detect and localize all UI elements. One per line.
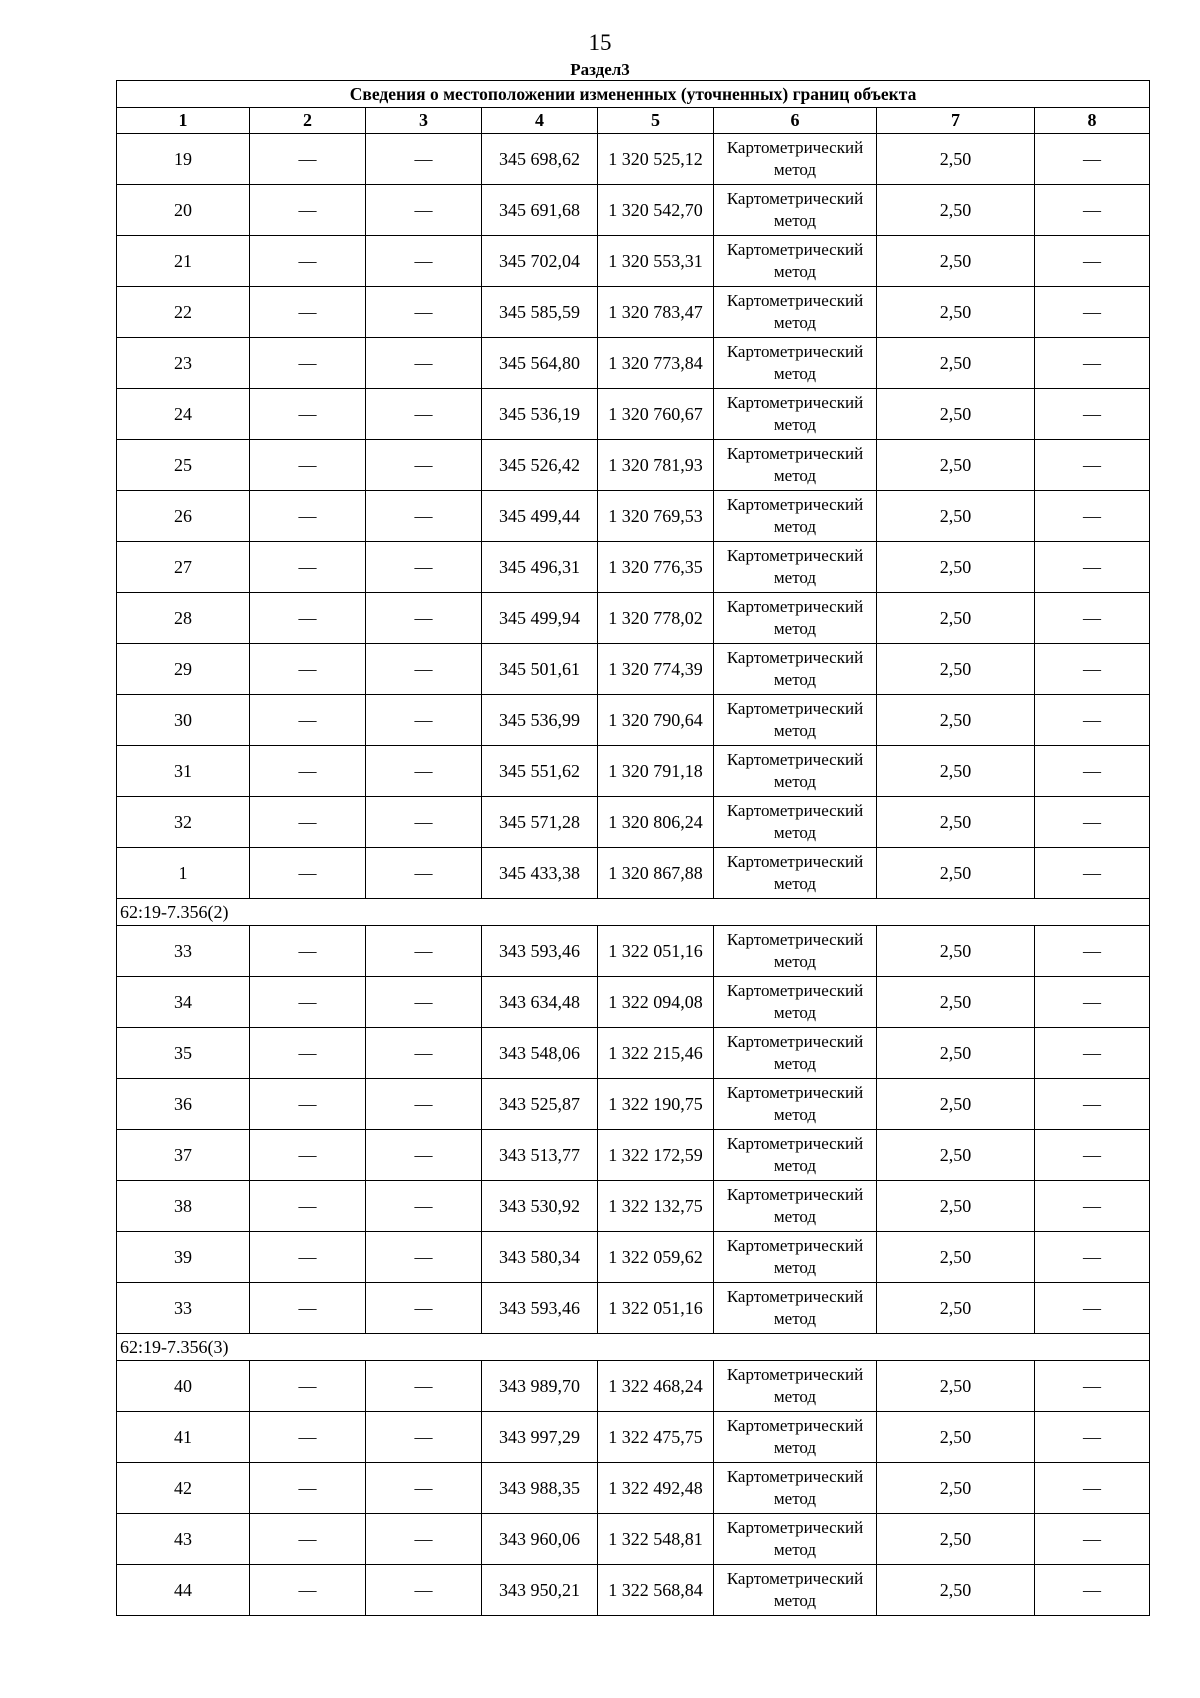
accuracy-cell: 2,50 bbox=[877, 1232, 1035, 1283]
y-coordinate-cell: 1 322 190,75 bbox=[598, 1079, 714, 1130]
dash-cell: — bbox=[1035, 389, 1150, 440]
point-number-cell: 35 bbox=[117, 1028, 250, 1079]
dash-cell: — bbox=[250, 1181, 366, 1232]
dash-cell: — bbox=[366, 797, 482, 848]
method-cell: Картометрический метод bbox=[714, 338, 877, 389]
y-coordinate-cell: 1 320 525,12 bbox=[598, 134, 714, 185]
dash-cell: — bbox=[1035, 134, 1150, 185]
method-cell: Картометрический метод bbox=[714, 1412, 877, 1463]
dash-cell: — bbox=[1035, 440, 1150, 491]
dash-cell: — bbox=[250, 593, 366, 644]
y-coordinate-cell: 1 320 781,93 bbox=[598, 440, 714, 491]
point-number-cell: 41 bbox=[117, 1412, 250, 1463]
dash-cell: — bbox=[366, 1463, 482, 1514]
accuracy-cell: 2,50 bbox=[877, 185, 1035, 236]
dash-cell: — bbox=[366, 926, 482, 977]
method-cell: Картометрический метод bbox=[714, 287, 877, 338]
accuracy-cell: 2,50 bbox=[877, 389, 1035, 440]
dash-cell: — bbox=[250, 746, 366, 797]
x-coordinate-cell: 345 698,62 bbox=[482, 134, 598, 185]
group-label: 62:19-7.356(3) bbox=[117, 1334, 1150, 1361]
dash-cell: — bbox=[250, 977, 366, 1028]
accuracy-cell: 2,50 bbox=[877, 338, 1035, 389]
point-number-cell: 29 bbox=[117, 644, 250, 695]
table-row bbox=[117, 926, 1150, 977]
accuracy-cell: 2,50 bbox=[877, 134, 1035, 185]
table-row bbox=[117, 491, 1150, 542]
table-body bbox=[117, 134, 1150, 1616]
table-row bbox=[117, 1514, 1150, 1565]
method-cell: Картометрический метод bbox=[714, 134, 877, 185]
table-row bbox=[117, 746, 1150, 797]
accuracy-cell: 2,50 bbox=[877, 1463, 1035, 1514]
dash-cell: — bbox=[366, 338, 482, 389]
dash-cell: — bbox=[1035, 185, 1150, 236]
x-coordinate-cell: 343 593,46 bbox=[482, 926, 598, 977]
point-number-cell: 40 bbox=[117, 1361, 250, 1412]
y-coordinate-cell: 1 320 769,53 bbox=[598, 491, 714, 542]
table-row bbox=[117, 287, 1150, 338]
method-cell: Картометрический метод bbox=[714, 1028, 877, 1079]
x-coordinate-cell: 343 634,48 bbox=[482, 977, 598, 1028]
y-coordinate-cell: 1 320 783,47 bbox=[598, 287, 714, 338]
table-row bbox=[117, 1079, 1150, 1130]
x-coordinate-cell: 345 585,59 bbox=[482, 287, 598, 338]
y-coordinate-cell: 1 320 760,67 bbox=[598, 389, 714, 440]
y-coordinate-cell: 1 320 790,64 bbox=[598, 695, 714, 746]
accuracy-cell: 2,50 bbox=[877, 440, 1035, 491]
y-coordinate-cell: 1 320 778,02 bbox=[598, 593, 714, 644]
dash-cell: — bbox=[250, 1079, 366, 1130]
method-cell: Картометрический метод bbox=[714, 1181, 877, 1232]
x-coordinate-cell: 345 499,94 bbox=[482, 593, 598, 644]
dash-cell: — bbox=[1035, 1514, 1150, 1565]
dash-cell: — bbox=[250, 644, 366, 695]
dash-cell: — bbox=[250, 1565, 366, 1616]
table-row bbox=[117, 1412, 1150, 1463]
method-cell: Картометрический метод bbox=[714, 1514, 877, 1565]
coordinates-table bbox=[116, 80, 1150, 1616]
point-number-cell: 38 bbox=[117, 1181, 250, 1232]
x-coordinate-cell: 343 525,87 bbox=[482, 1079, 598, 1130]
dash-cell: — bbox=[250, 338, 366, 389]
accuracy-cell: 2,50 bbox=[877, 1130, 1035, 1181]
y-coordinate-cell: 1 322 132,75 bbox=[598, 1181, 714, 1232]
column-number: 4 bbox=[482, 108, 598, 134]
dash-cell: — bbox=[250, 848, 366, 899]
dash-cell: — bbox=[250, 797, 366, 848]
x-coordinate-cell: 343 548,06 bbox=[482, 1028, 598, 1079]
dash-cell: — bbox=[250, 236, 366, 287]
dash-cell: — bbox=[1035, 1463, 1150, 1514]
table-row bbox=[117, 695, 1150, 746]
column-number: 1 bbox=[117, 108, 250, 134]
dash-cell: — bbox=[366, 1361, 482, 1412]
table-row bbox=[117, 1181, 1150, 1232]
dash-cell: — bbox=[1035, 977, 1150, 1028]
x-coordinate-cell: 343 530,92 bbox=[482, 1181, 598, 1232]
dash-cell: — bbox=[1035, 926, 1150, 977]
method-cell: Картометрический метод bbox=[714, 977, 877, 1028]
dash-cell: — bbox=[366, 1130, 482, 1181]
dash-cell: — bbox=[250, 185, 366, 236]
dash-cell: — bbox=[366, 491, 482, 542]
table-row bbox=[117, 440, 1150, 491]
method-cell: Картометрический метод bbox=[714, 797, 877, 848]
method-cell: Картометрический метод bbox=[714, 389, 877, 440]
method-cell: Картометрический метод bbox=[714, 542, 877, 593]
y-coordinate-cell: 1 322 475,75 bbox=[598, 1412, 714, 1463]
y-coordinate-cell: 1 322 492,48 bbox=[598, 1463, 714, 1514]
dash-cell: — bbox=[250, 1283, 366, 1334]
dash-cell: — bbox=[250, 695, 366, 746]
x-coordinate-cell: 343 997,29 bbox=[482, 1412, 598, 1463]
dash-cell: — bbox=[250, 1130, 366, 1181]
dash-cell: — bbox=[1035, 746, 1150, 797]
point-number-cell: 37 bbox=[117, 1130, 250, 1181]
dash-cell: — bbox=[366, 977, 482, 1028]
table-row bbox=[117, 236, 1150, 287]
x-coordinate-cell: 345 501,61 bbox=[482, 644, 598, 695]
x-coordinate-cell: 343 513,77 bbox=[482, 1130, 598, 1181]
table-row bbox=[117, 797, 1150, 848]
point-number-cell: 31 bbox=[117, 746, 250, 797]
x-coordinate-cell: 343 989,70 bbox=[482, 1361, 598, 1412]
method-cell: Картометрический метод bbox=[714, 1565, 877, 1616]
dash-cell: — bbox=[1035, 848, 1150, 899]
table-row bbox=[117, 1283, 1150, 1334]
y-coordinate-cell: 1 322 059,62 bbox=[598, 1232, 714, 1283]
x-coordinate-cell: 343 960,06 bbox=[482, 1514, 598, 1565]
dash-cell: — bbox=[366, 134, 482, 185]
point-number-cell: 21 bbox=[117, 236, 250, 287]
x-coordinate-cell: 345 702,04 bbox=[482, 236, 598, 287]
page-number: 15 bbox=[588, 30, 612, 55]
column-number: 8 bbox=[1035, 108, 1150, 134]
method-cell: Картометрический метод bbox=[714, 926, 877, 977]
method-cell: Картометрический метод bbox=[714, 695, 877, 746]
column-number: 6 bbox=[714, 108, 877, 134]
x-coordinate-cell: 345 526,42 bbox=[482, 440, 598, 491]
method-cell: Картометрический метод bbox=[714, 1463, 877, 1514]
dash-cell: — bbox=[250, 491, 366, 542]
accuracy-cell: 2,50 bbox=[877, 1028, 1035, 1079]
y-coordinate-cell: 1 320 542,70 bbox=[598, 185, 714, 236]
dash-cell: — bbox=[250, 1232, 366, 1283]
column-number: 3 bbox=[366, 108, 482, 134]
point-number-cell: 33 bbox=[117, 1283, 250, 1334]
accuracy-cell: 2,50 bbox=[877, 1283, 1035, 1334]
group-header-row bbox=[117, 1334, 1150, 1361]
table-row bbox=[117, 1130, 1150, 1181]
point-number-cell: 43 bbox=[117, 1514, 250, 1565]
dash-cell: — bbox=[1035, 1565, 1150, 1616]
x-coordinate-cell: 343 593,46 bbox=[482, 1283, 598, 1334]
table-title: Сведения о местоположении измененных (уточненных) границ объекта bbox=[117, 81, 1150, 108]
table-row bbox=[117, 389, 1150, 440]
dash-cell: — bbox=[1035, 1361, 1150, 1412]
point-number-cell: 34 bbox=[117, 977, 250, 1028]
dash-cell: — bbox=[1035, 1283, 1150, 1334]
dash-cell: — bbox=[1035, 287, 1150, 338]
dash-cell: — bbox=[366, 185, 482, 236]
y-coordinate-cell: 1 320 806,24 bbox=[598, 797, 714, 848]
table-row bbox=[117, 848, 1150, 899]
point-number-cell: 33 bbox=[117, 926, 250, 977]
y-coordinate-cell: 1 322 215,46 bbox=[598, 1028, 714, 1079]
x-coordinate-cell: 343 988,35 bbox=[482, 1463, 598, 1514]
accuracy-cell: 2,50 bbox=[877, 542, 1035, 593]
dash-cell: — bbox=[366, 1181, 482, 1232]
x-coordinate-cell: 345 564,80 bbox=[482, 338, 598, 389]
y-coordinate-cell: 1 320 774,39 bbox=[598, 644, 714, 695]
method-cell: Картометрический метод bbox=[714, 746, 877, 797]
x-coordinate-cell: 345 433,38 bbox=[482, 848, 598, 899]
accuracy-cell: 2,50 bbox=[877, 1361, 1035, 1412]
point-number-cell: 44 bbox=[117, 1565, 250, 1616]
point-number-cell: 32 bbox=[117, 797, 250, 848]
dash-cell: — bbox=[1035, 593, 1150, 644]
x-coordinate-cell: 345 691,68 bbox=[482, 185, 598, 236]
dash-cell: — bbox=[250, 134, 366, 185]
column-number: 2 bbox=[250, 108, 366, 134]
point-number-cell: 27 bbox=[117, 542, 250, 593]
dash-cell: — bbox=[1035, 644, 1150, 695]
accuracy-cell: 2,50 bbox=[877, 1079, 1035, 1130]
accuracy-cell: 2,50 bbox=[877, 1181, 1035, 1232]
point-number-cell: 24 bbox=[117, 389, 250, 440]
point-number-cell: 36 bbox=[117, 1079, 250, 1130]
dash-cell: — bbox=[250, 1028, 366, 1079]
dash-cell: — bbox=[250, 542, 366, 593]
y-coordinate-cell: 1 322 094,08 bbox=[598, 977, 714, 1028]
table-row bbox=[117, 593, 1150, 644]
x-coordinate-cell: 345 551,62 bbox=[482, 746, 598, 797]
point-number-cell: 1 bbox=[117, 848, 250, 899]
method-cell: Картометрический метод bbox=[714, 644, 877, 695]
dash-cell: — bbox=[366, 287, 482, 338]
table-row bbox=[117, 1361, 1150, 1412]
column-number: 5 bbox=[598, 108, 714, 134]
dash-cell: — bbox=[366, 746, 482, 797]
dash-cell: — bbox=[1035, 542, 1150, 593]
table-row bbox=[117, 1463, 1150, 1514]
dash-cell: — bbox=[250, 287, 366, 338]
dash-cell: — bbox=[1035, 1130, 1150, 1181]
y-coordinate-cell: 1 320 867,88 bbox=[598, 848, 714, 899]
y-coordinate-cell: 1 322 051,16 bbox=[598, 926, 714, 977]
method-cell: Картометрический метод bbox=[714, 236, 877, 287]
y-coordinate-cell: 1 320 773,84 bbox=[598, 338, 714, 389]
point-number-cell: 39 bbox=[117, 1232, 250, 1283]
method-cell: Картометрический метод bbox=[714, 185, 877, 236]
table-row bbox=[117, 977, 1150, 1028]
dash-cell: — bbox=[366, 236, 482, 287]
accuracy-cell: 2,50 bbox=[877, 746, 1035, 797]
method-cell: Картометрический метод bbox=[714, 1361, 877, 1412]
accuracy-cell: 2,50 bbox=[877, 977, 1035, 1028]
method-cell: Картометрический метод bbox=[714, 593, 877, 644]
y-coordinate-cell: 1 322 468,24 bbox=[598, 1361, 714, 1412]
dash-cell: — bbox=[366, 440, 482, 491]
point-number-cell: 23 bbox=[117, 338, 250, 389]
column-number-row bbox=[117, 108, 1150, 134]
accuracy-cell: 2,50 bbox=[877, 848, 1035, 899]
method-cell: Картометрический метод bbox=[714, 491, 877, 542]
dash-cell: — bbox=[250, 1361, 366, 1412]
accuracy-cell: 2,50 bbox=[877, 593, 1035, 644]
dash-cell: — bbox=[250, 440, 366, 491]
column-number: 7 bbox=[877, 108, 1035, 134]
table-row bbox=[117, 644, 1150, 695]
dash-cell: — bbox=[366, 389, 482, 440]
y-coordinate-cell: 1 320 776,35 bbox=[598, 542, 714, 593]
accuracy-cell: 2,50 bbox=[877, 644, 1035, 695]
table-row bbox=[117, 338, 1150, 389]
accuracy-cell: 2,50 bbox=[877, 797, 1035, 848]
accuracy-cell: 2,50 bbox=[877, 695, 1035, 746]
group-label: 62:19-7.356(2) bbox=[117, 899, 1150, 926]
accuracy-cell: 2,50 bbox=[877, 491, 1035, 542]
y-coordinate-cell: 1 322 568,84 bbox=[598, 1565, 714, 1616]
dash-cell: — bbox=[1035, 236, 1150, 287]
dash-cell: — bbox=[366, 542, 482, 593]
accuracy-cell: 2,50 bbox=[877, 287, 1035, 338]
y-coordinate-cell: 1 322 051,16 bbox=[598, 1283, 714, 1334]
dash-cell: — bbox=[366, 1079, 482, 1130]
dash-cell: — bbox=[366, 1565, 482, 1616]
x-coordinate-cell: 345 571,28 bbox=[482, 797, 598, 848]
dash-cell: — bbox=[250, 926, 366, 977]
dash-cell: — bbox=[250, 389, 366, 440]
table-row bbox=[117, 1565, 1150, 1616]
y-coordinate-cell: 1 320 553,31 bbox=[598, 236, 714, 287]
dash-cell: — bbox=[366, 1283, 482, 1334]
point-number-cell: 30 bbox=[117, 695, 250, 746]
dash-cell: — bbox=[366, 1514, 482, 1565]
dash-cell: — bbox=[1035, 695, 1150, 746]
dash-cell: — bbox=[1035, 1232, 1150, 1283]
dash-cell: — bbox=[366, 1028, 482, 1079]
dash-cell: — bbox=[366, 644, 482, 695]
y-coordinate-cell: 1 322 172,59 bbox=[598, 1130, 714, 1181]
table-row bbox=[117, 1028, 1150, 1079]
table-row bbox=[117, 134, 1150, 185]
dash-cell: — bbox=[1035, 338, 1150, 389]
method-cell: Картометрический метод bbox=[714, 440, 877, 491]
accuracy-cell: 2,50 bbox=[877, 1412, 1035, 1463]
method-cell: Картометрический метод bbox=[714, 1130, 877, 1181]
point-number-cell: 20 bbox=[117, 185, 250, 236]
dash-cell: — bbox=[1035, 1412, 1150, 1463]
accuracy-cell: 2,50 bbox=[877, 236, 1035, 287]
accuracy-cell: 2,50 bbox=[877, 926, 1035, 977]
point-number-cell: 26 bbox=[117, 491, 250, 542]
dash-cell: — bbox=[366, 695, 482, 746]
accuracy-cell: 2,50 bbox=[877, 1565, 1035, 1616]
point-number-cell: 28 bbox=[117, 593, 250, 644]
dash-cell: — bbox=[1035, 797, 1150, 848]
x-coordinate-cell: 345 536,99 bbox=[482, 695, 598, 746]
point-number-cell: 19 bbox=[117, 134, 250, 185]
dash-cell: — bbox=[1035, 1028, 1150, 1079]
accuracy-cell: 2,50 bbox=[877, 1514, 1035, 1565]
dash-cell: — bbox=[250, 1514, 366, 1565]
dash-cell: — bbox=[366, 1412, 482, 1463]
dash-cell: — bbox=[1035, 1079, 1150, 1130]
x-coordinate-cell: 345 536,19 bbox=[482, 389, 598, 440]
table-row bbox=[117, 185, 1150, 236]
group-header-row bbox=[117, 899, 1150, 926]
dash-cell: — bbox=[250, 1463, 366, 1514]
method-cell: Картометрический метод bbox=[714, 1079, 877, 1130]
x-coordinate-cell: 345 496,31 bbox=[482, 542, 598, 593]
method-cell: Картометрический метод bbox=[714, 1232, 877, 1283]
dash-cell: — bbox=[1035, 491, 1150, 542]
table-row bbox=[117, 542, 1150, 593]
x-coordinate-cell: 343 580,34 bbox=[482, 1232, 598, 1283]
dash-cell: — bbox=[250, 1412, 366, 1463]
dash-cell: — bbox=[366, 848, 482, 899]
section-label: Раздел3 bbox=[570, 60, 630, 79]
x-coordinate-cell: 343 950,21 bbox=[482, 1565, 598, 1616]
table-row bbox=[117, 1232, 1150, 1283]
point-number-cell: 22 bbox=[117, 287, 250, 338]
point-number-cell: 25 bbox=[117, 440, 250, 491]
y-coordinate-cell: 1 320 791,18 bbox=[598, 746, 714, 797]
y-coordinate-cell: 1 322 548,81 bbox=[598, 1514, 714, 1565]
method-cell: Картометрический метод bbox=[714, 1283, 877, 1334]
dash-cell: — bbox=[1035, 1181, 1150, 1232]
method-cell: Картометрический метод bbox=[714, 848, 877, 899]
dash-cell: — bbox=[366, 1232, 482, 1283]
x-coordinate-cell: 345 499,44 bbox=[482, 491, 598, 542]
point-number-cell: 42 bbox=[117, 1463, 250, 1514]
dash-cell: — bbox=[366, 593, 482, 644]
